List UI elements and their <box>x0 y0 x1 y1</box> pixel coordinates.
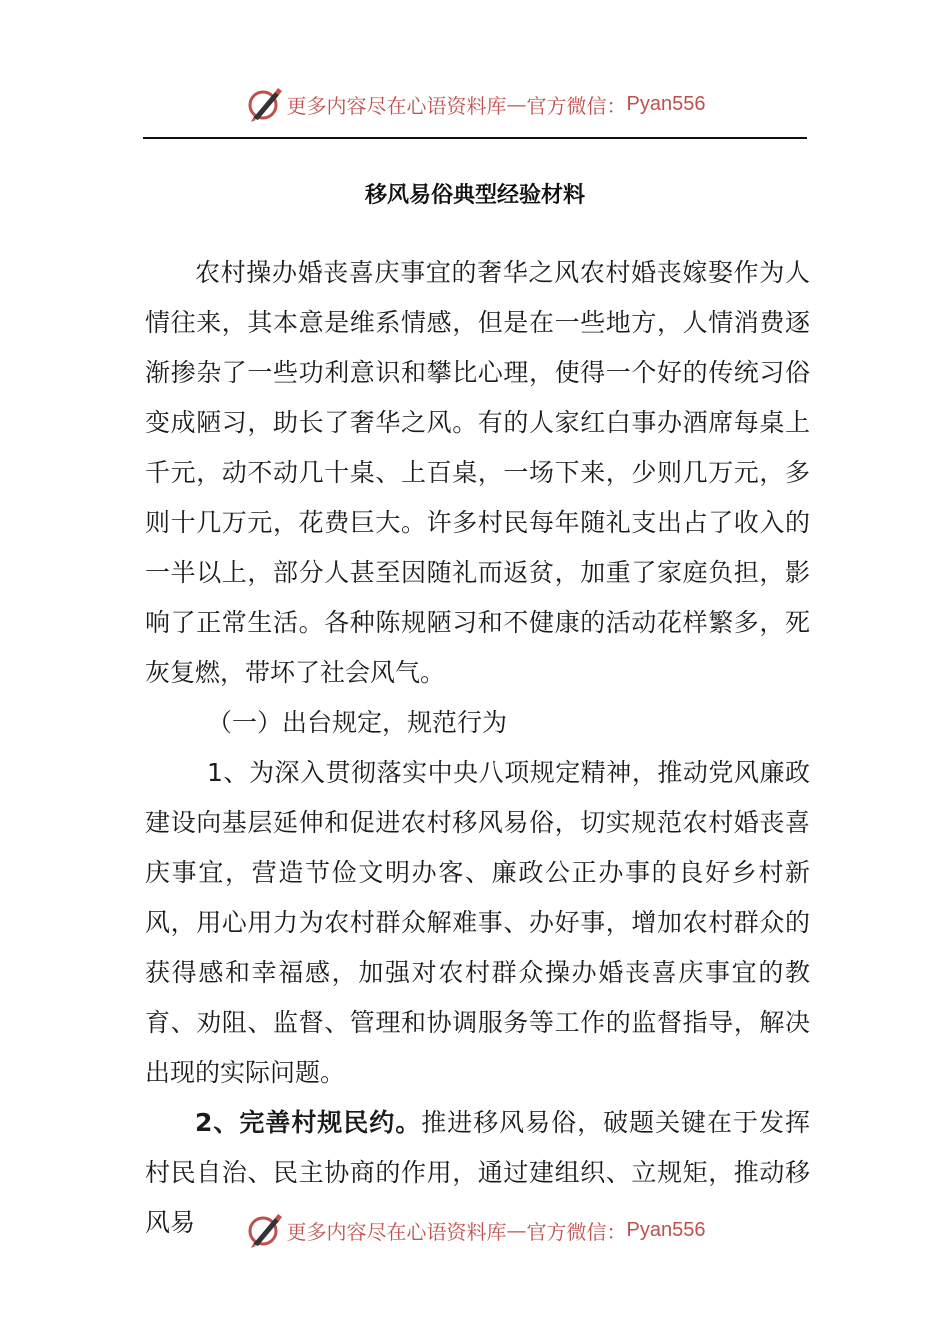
pen-logo-icon <box>245 1210 285 1250</box>
banner-wechat-label: 官方微信： <box>526 1219 627 1244</box>
document-title: 移风易俗典型经验材料 <box>364 183 585 208</box>
pen-logo-icon <box>245 84 285 124</box>
section-heading: （一）出台规定，规范行为 <box>207 708 508 737</box>
banner-separator: — <box>506 1218 527 1242</box>
banner-wechat-id: Pyan556 <box>626 92 706 115</box>
document-body <box>145 248 810 1248</box>
banner-wechat-label: 官方微信： <box>526 93 627 118</box>
footer-banner <box>0 1210 950 1250</box>
banner-separator: — <box>506 92 527 116</box>
paragraph-item-1: 1、为深入贯彻落实中央八项规定精神，推动党风廉政建设向基层延伸和促进农村移风易俗，切实规范农村婚丧喜庆事宜，营造节俭文明办客、廉政公正办事的良好乡村新风，用心用力为农村群众解难事、办好事，增加农村群众的获得感和幸福感，加强对农村群众操办婚丧喜庆事宜的教育、劝阻、监督、管理和协调服务等工作的监督指导，解决出现的实际问题。 <box>145 758 810 1087</box>
item-2-heading: 2、完善村规民约。 <box>195 1108 422 1137</box>
header-banner <box>0 84 950 124</box>
banner-wechat-id: Pyan556 <box>626 1218 706 1241</box>
banner-main-text: 更多内容尽在心语资料库 <box>286 93 507 118</box>
header-divider <box>143 137 807 139</box>
item-2-text: 推进移风易俗，破题关键在于发挥村民自治、民主协商的作用，通过建组织、立规矩，推动移风易 <box>145 1108 810 1237</box>
banner-main-text: 更多内容尽在心语资料库 <box>286 1219 507 1244</box>
paragraph-intro: 农村操办婚丧喜庆事宜的奢华之风农村婚丧嫁娶作为人情往来，其本意是维系情感，但是在一些地方，人情消费逐渐掺杂了一些功利意识和攀比心理，使得一个好的传统习俗变成陋习，助长了奢华之风。有的人家红白事办酒席每桌上千元，动不动几十桌、上百桌，一场下来，少则几万元，多则十几万元，花费巨大。许多村民每年随礼支出占了收入的一半以上，部分人甚至因随礼而返贫，加重了家庭负担，影响了正常生活。各种陈规陋习和不健康的活动花样繁多，死灰复燃，带坏了社会风气。 <box>145 258 810 687</box>
